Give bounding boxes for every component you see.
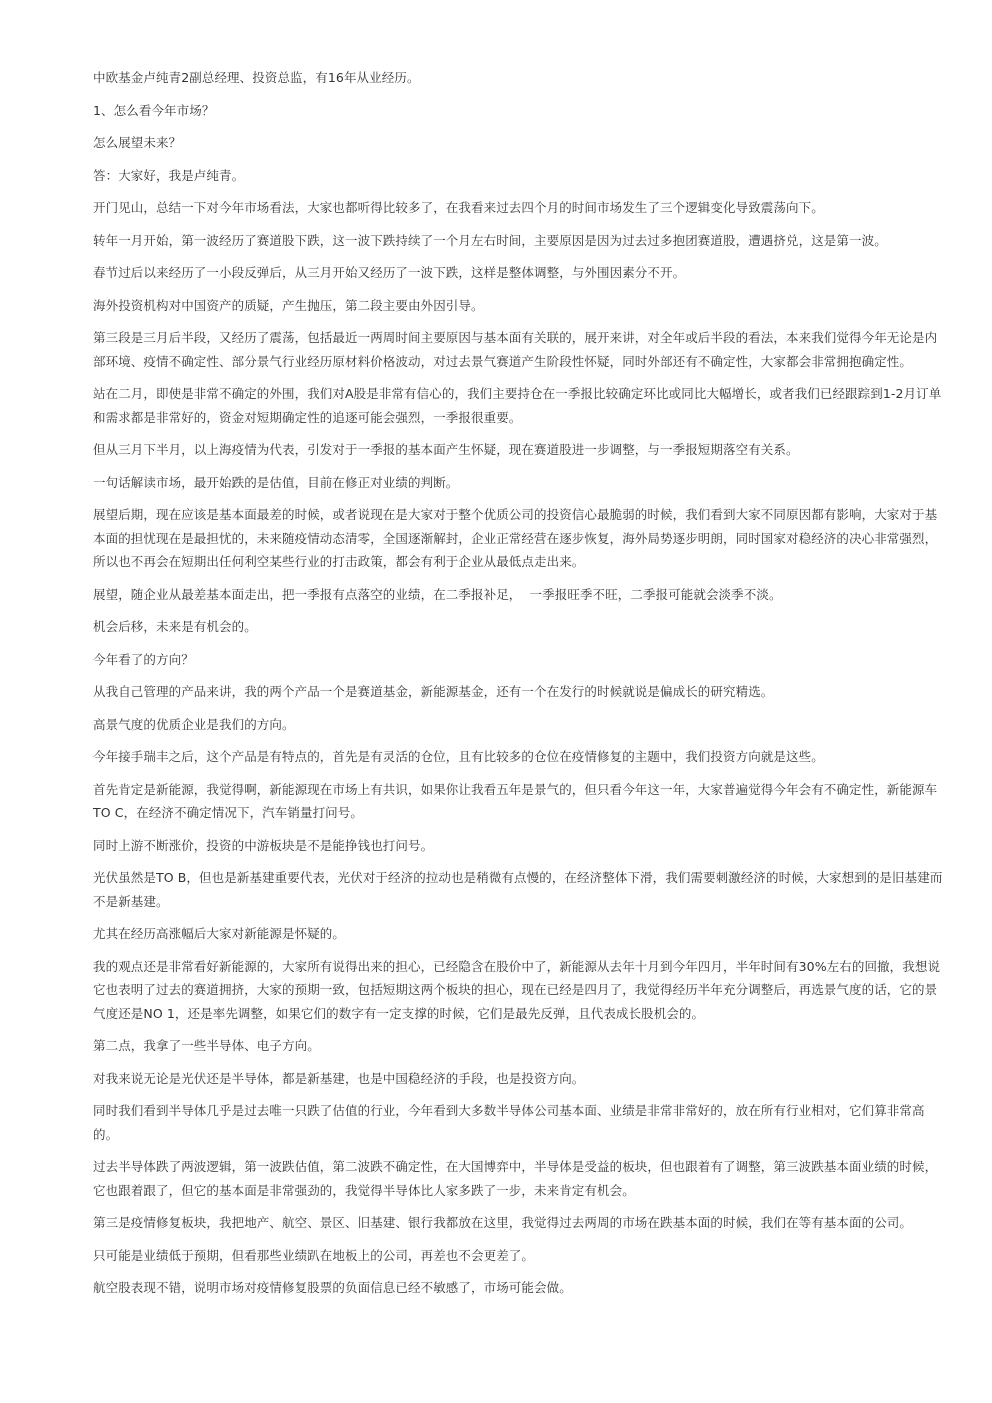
document-body (93, 66, 945, 1309)
paragraph: 海外投资机构对中国资产的质疑，产生抛压，第二段主要由外因引导。 (93, 297, 484, 313)
paragraph-answer-greeting: 答：大家好，我是卢纯青。 (93, 167, 245, 183)
paragraph: 转年一月开始，第一波经历了赛道股下跌，这一波下跌持续了一个月左右时间，主要原因是因为过去过多抱团赛道股，遭遇挤兑，这是第一波。 (93, 232, 887, 248)
paragraph: 今年接手瑞丰之后，这个产品是有特点的，首先是有灵活的仓位，且有比较多的仓位在疫情修复的主题中，我们投资方向就是这些。 (93, 749, 824, 764)
paragraph-question-2: 今年看了的方向？ (93, 651, 194, 667)
paragraph: 从我自己管理的产品来讲，我的两个产品一个是赛道基金，新能源基金，还有一个在发行的时候就说是偏成长的研究精选。 (93, 684, 774, 699)
paragraph: 只可能是业绩低于预期，但看那些业绩趴在地板上的公司，再差也不会更差了。 (93, 1247, 535, 1263)
paragraph-question-1: 1、怎么看今年市场？ (93, 102, 215, 118)
paragraph: 同时上游不断涨价，投资的中游板块是不是能挣钱也打问号。 (93, 837, 434, 853)
paragraph: 一句话解读市场，最开始跌的是估值，目前在修正对业绩的判断。 (93, 474, 459, 490)
paragraph-question-1b: 怎么展望未来？ (93, 135, 182, 150)
paragraph: 开门见山，总结一下对今年市场看法，大家也都听得比较多了，在我看来过去四个月的时间市场发生了三个逻辑变化导致震荡向下。 (93, 200, 824, 215)
paragraph: 展望，随企业从最差基本面走出，把一季报有点落空的业绩，在二季报补足， 一季报旺季不旺，二季报可能就会淡季不淡。 (93, 586, 782, 602)
paragraph: 站在二月，即使是非常不确定的外围，我们对A股是非常有信心的，我们主要持仓在一季报比较确定环比或同比大幅增长，或者我们已经跟踪到1-2月订单和需求都是非常好的，资金对短期确定性的追逐可能会强烈，一季报很重要。 (93, 386, 942, 425)
paragraph: 同时我们看到半导体几乎是过去唯一只跌了估值的行业，今年看到大多数半导体公司基本面、业绩是非常非常好的，放在所有行业相对，它们算非常高的。 (93, 1103, 925, 1142)
paragraph: 第二点，我拿了一些半导体、电子方向。 (93, 1038, 320, 1053)
paragraph: 过去半导体跌了两波逻辑，第一波跌估值，第二波跌不确定性，在大国博弈中，半导体是受益的板块，但也跟着有了调整，第三波跌基本面业绩的时候，它也跟着跟了，但它的基本面是非常强劲的，我觉得半导体比人家多跌了一步，未来肯定有机会。 (93, 1159, 938, 1198)
paragraph: 首先肯定是新能源，我觉得啊，新能源现在市场上有共识，如果你让我看五年是景气的，但只看今年这一年，大家普遍觉得今年会有不确定性，新能源车TO C，在经济不确定情况下，汽车销量打问号。 (93, 781, 938, 820)
paragraph: 对我来说无论是光伏还是半导体，都是新基建，也是中国稳经济的手段，也是投资方向。 (93, 1070, 585, 1086)
paragraph: 航空股表现不错，说明市场对疫情修复股票的负面信息已经不敏感了，市场可能会做。 (93, 1280, 572, 1295)
paragraph-author-intro: 中欧基金卢纯青2副总经理、投资总监，有16年从业经历。 (93, 70, 420, 85)
paragraph: 光伏虽然是TO B，但也是新基建重要代表，光伏对于经济的拉动也是稍微有点慢的，在经济整体下滑，我们需要刺激经济的时候，大家想到的是旧基建而不是新基建。 (93, 870, 943, 909)
paragraph: 我的观点还是非常看好新能源的，大家所有说得出来的担心，已经隐含在股价中了，新能源从去年十月到今年四月，半年时间有30%左右的回撤，我想说它也表明了过去的赛道拥挤，大家的预期一致，包括短期这两个板块的担心，现在已经是四月了，我觉得经历半年充分调整后，再选景气度的话，它的景气度还是NO 1，还是率先调整，如果它们的数字有一定支撑的时候，它们是最先反弹，且代表成长股机会的。 (93, 958, 941, 1021)
paragraph: 高景气度的优质企业是我们的方向。 (93, 716, 295, 732)
paragraph: 尤其在经历高涨幅后大家对新能源是怀疑的。 (93, 926, 346, 941)
paragraph: 第三是疫情修复板块，我把地产、航空、景区、旧基建、银行我都放在这里，我觉得过去两周的市场在跌基本面的时候，我们在等有基本面的公司。 (93, 1215, 913, 1230)
paragraph: 春节过后以来经历了一小段反弹后，从三月开始又经历了一波下跌，这样是整体调整，与外围因素分不开。 (93, 265, 686, 280)
paragraph: 但从三月下半月，以上海疫情为代表，引发对于一季报的基本面产生怀疑，现在赛道股进一步调整，与一季报短期落空有关系。 (93, 442, 799, 457)
paragraph: 机会后移，未来是有机会的。 (93, 619, 257, 634)
paragraph: 展望后期，现在应该是基本面最差的时候，或者说现在是大家对于整个优质公司的投资信心最脆弱的时候，我们看到大家不同原因都有影响，大家对于基本面的担忧现在是最担忧的，未来随疫情动态清零，全国逐渐解封，企业正常经营在逐步恢复，海外局势逐步明朗，同时国家对稳经济的决心非常强烈，所以也不再会在短期出任何利空某些行业的打击政策，都会有利于企业从最低点走出来。 (93, 507, 938, 569)
paragraph: 第三段是三月后半段，又经历了震荡，包括最近一两周时间主要原因与基本面有关联的，展开来讲，对全年或后半段的看法，本来我们觉得今年无论是内部环境、疫情不确定性、部分景气行业经历原材料价格波动，对过去景气赛道产生阶段性怀疑，同时外部还有不确定性，大家都会非常拥抱确定性。 (93, 330, 938, 369)
